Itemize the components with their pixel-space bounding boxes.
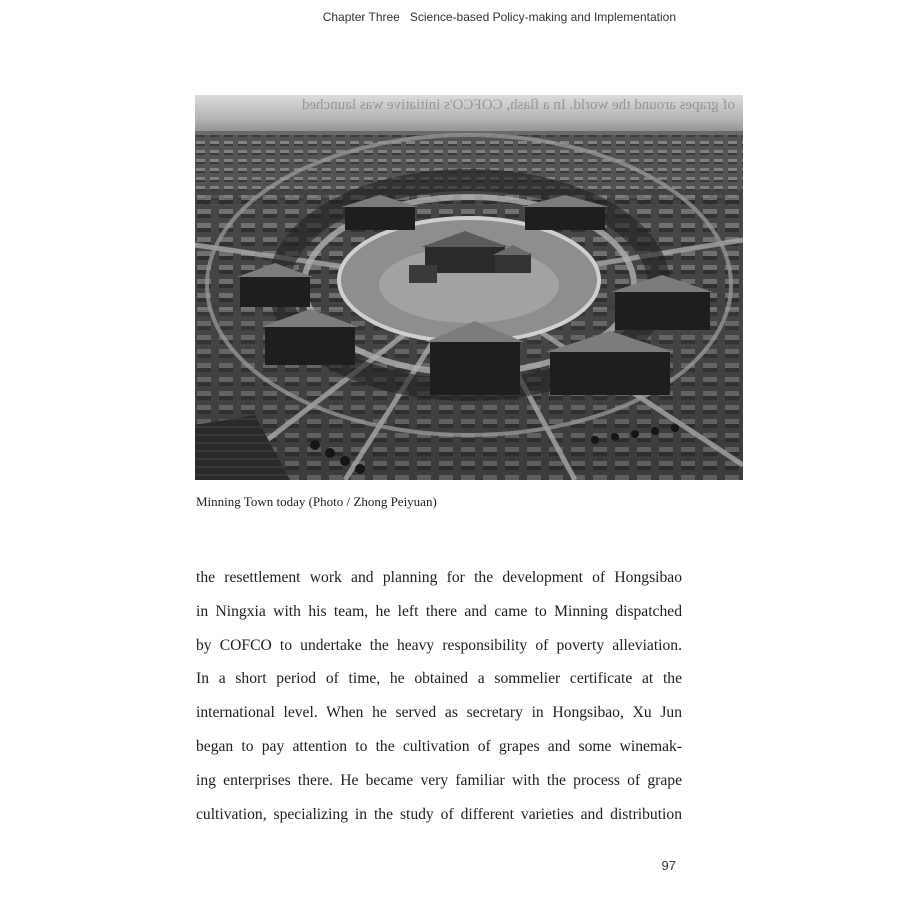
body-line: In a short period of time, he obtained a sommelier certificate at the [196, 670, 682, 688]
chapter-label: Chapter Three [322, 10, 400, 24]
body-line: began to pay attention to the cultivation of grapes and some winemak- [196, 737, 682, 755]
running-head [0, 10, 676, 24]
body-line: ing enterprises there. He became very familiar with the process of grape [196, 771, 682, 789]
body-line: by COFCO to undertake the heavy responsibility of poverty alleviation. [196, 636, 682, 654]
page-number: 97 [661, 858, 676, 873]
bleed-through-text: of grapes around the world. In a flash, COFCO's initiative was launched [301, 97, 735, 113]
body-line: cultivation, specializing in the study of different varieties and distribution [196, 805, 682, 823]
figure-caption: Minning Town today (Photo / Zhong Peiyuan) [196, 494, 437, 509]
body-line: international level. When he served as secretary in Hongsibao, Xu Jun [196, 704, 682, 722]
body-line: the resettlement work and planning for the development of Hongsibao [196, 569, 682, 586]
body-paragraph [196, 561, 682, 831]
aerial-photo [195, 95, 743, 480]
chapter-title: Science-based Policy-making and Implementation [409, 10, 676, 24]
body-line: in Ningxia with his team, he left there and came to Minning dispatched [196, 602, 682, 620]
